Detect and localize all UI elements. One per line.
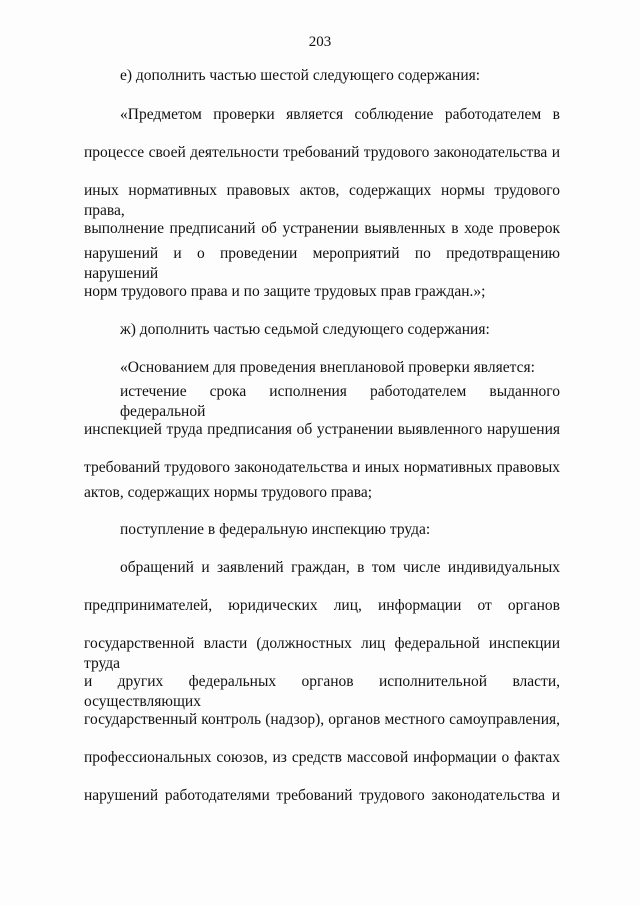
text-line: процессе своей деятельности требований трудового законодательства и xyxy=(84,144,560,161)
text-line: «Основанием для проведения внеплановой проверки является: xyxy=(120,359,535,376)
text-line: нарушений и о проведении мероприятий по предотвращению нарушений xyxy=(84,245,560,282)
text-line: «Предметом проверки является соблюдение работодателем в xyxy=(120,106,560,123)
text-line: и других федеральных органов исполнительной власти, осуществляющих xyxy=(84,673,560,710)
text-line: требований трудового законодательства и иных нормативных правовых xyxy=(84,459,560,476)
text-line: е) дополнить частью шестой следующего содержания: xyxy=(120,67,481,84)
text-line: поступление в федеральную инспекцию труда: xyxy=(120,521,431,538)
text-line: обращений и заявлений граждан, в том числе индивидуальных xyxy=(120,559,560,576)
text-line: истечение срока исполнения работодателем выданного федеральной xyxy=(120,383,560,420)
text-line: актов, содержащих нормы трудового права; xyxy=(84,484,373,501)
text-line: иных нормативных правовых актов, содержащих нормы трудового права, xyxy=(84,182,560,219)
text-line: государственной власти (должностных лиц федеральной инспекции труда xyxy=(84,635,560,672)
text-line: инспекцией труда предписания об устранении выявленного нарушения xyxy=(84,421,560,438)
text-line: профессиональных союзов, из средств массовой информации о фактах xyxy=(84,749,560,766)
text-line: норм трудового права и по защите трудовых прав граждан.»; xyxy=(84,283,486,300)
text-line: ж) дополнить частью седьмой следующего содержания: xyxy=(120,321,490,338)
text-line: выполнение предписаний об устранении выявленных в ходе проверок xyxy=(84,220,560,237)
text-line: государственный контроль (надзор), органов местного самоуправления, xyxy=(84,711,560,728)
text-line: нарушений работодателями требований трудового законодательства и xyxy=(84,787,560,804)
page-number: 203 xyxy=(308,34,332,50)
text-line: предпринимателей, юридических лиц, информации от органов xyxy=(84,597,560,614)
